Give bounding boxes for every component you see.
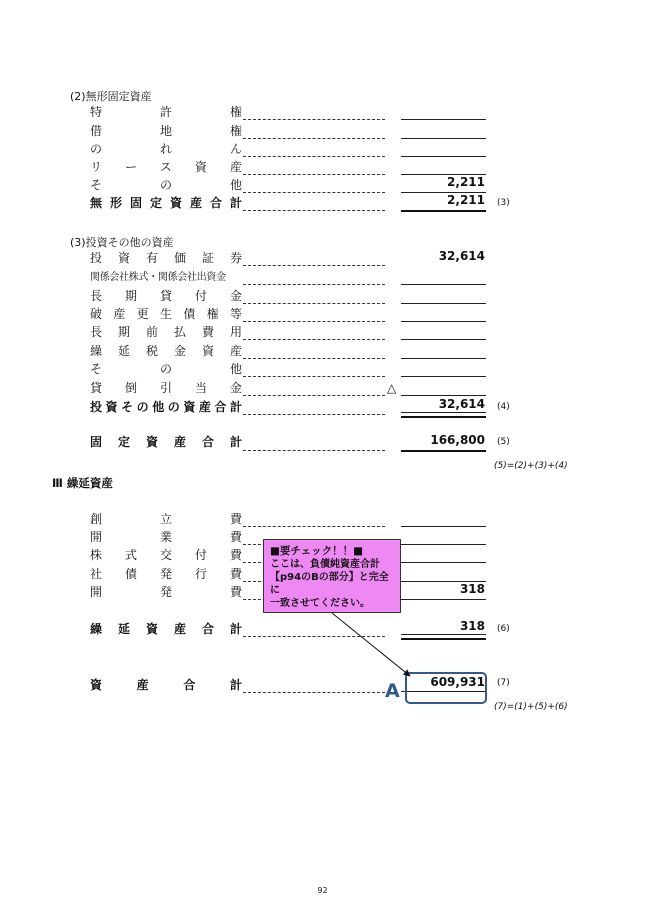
total-amount-assets: 609,931 [430,675,485,689]
row-amount-other: 2,211 [447,175,485,189]
row-label-other: その他 [90,178,242,192]
total-amount-fixed-assets: 166,800 [430,433,485,447]
note-title: ■要チェック！！■ [270,545,364,557]
note-line: 一致させてください。 [270,598,370,609]
note-line: 【p94のBの部分】と完全に [270,572,389,596]
total-label-assets: 資産合計 [90,678,242,692]
row-label-allowance: 貸倒引当金 [90,381,242,395]
row-amount-securities: 32,614 [438,249,485,263]
total-ref-assets: (7) [497,678,510,688]
note-line: ここは、負債純資産合計 [270,559,380,570]
total-label-investments: 投資その他の資産合計 [90,400,242,414]
row-label-stock-issuance: 株式交付費 [90,548,242,562]
row-label-development: 開発費 [90,585,242,599]
row-label-long-term-loans: 長期貸付金 [90,289,242,303]
row-label-organization: 創立費 [90,512,242,526]
total-label-fixed-assets: 固定資産合計 [90,435,242,449]
total-label-intangible: 無形固定資産合計 [90,196,242,210]
check-note-callout [263,539,401,613]
total-amount-intangible: 2,211 [447,193,485,207]
row-label-leasehold: 借地権 [90,124,242,138]
total-ref-fixed-assets: (5) [497,437,510,447]
total-label-deferred: 繰延資産合計 [90,622,242,636]
total-amount-deferred: 318 [459,619,485,633]
section-heading-intangible: (2)無形固定資産 [70,90,152,103]
total-ref-deferred: (6) [497,624,510,634]
total-ref-investments: (4) [497,402,510,412]
row-label-other: その他 [90,362,242,376]
page-number: 92 [317,886,328,895]
total-ref-intangible: (3) [497,198,510,208]
row-label-affiliates: 関係会社株式・関係会社出資金 [90,272,226,283]
row-label-prepaid-expenses: 長期前払費用 [90,325,242,339]
marker-label: A [385,680,400,702]
row-label-securities: 投資有価証券 [90,251,242,265]
row-label-lease-assets: リース資産 [90,160,242,174]
row-label-bond-issuance: 社債発行費 [90,567,242,581]
row-label-patent: 特許権 [90,105,242,119]
negative-triangle-mark: △ [387,381,397,395]
formula-fixed-assets: (5)=(2)+(3)+(4) [494,461,568,471]
formula-total-assets: (7)=(1)+(5)+(6) [494,702,568,712]
row-label-startup: 開業費 [90,530,242,544]
row-label-bankruptcy-claims: 破産更生債権等 [90,307,242,321]
section-heading-deferred: Ⅲ 繰延資産 [52,476,113,490]
row-amount-development: 318 [459,582,485,596]
row-label-deferred-tax: 繰延税金資産 [90,344,242,358]
section-heading-investments: (3)投資その他の資産 [70,236,174,249]
total-amount-investments: 32,614 [438,397,485,411]
row-label-goodwill: のれん [90,142,242,156]
